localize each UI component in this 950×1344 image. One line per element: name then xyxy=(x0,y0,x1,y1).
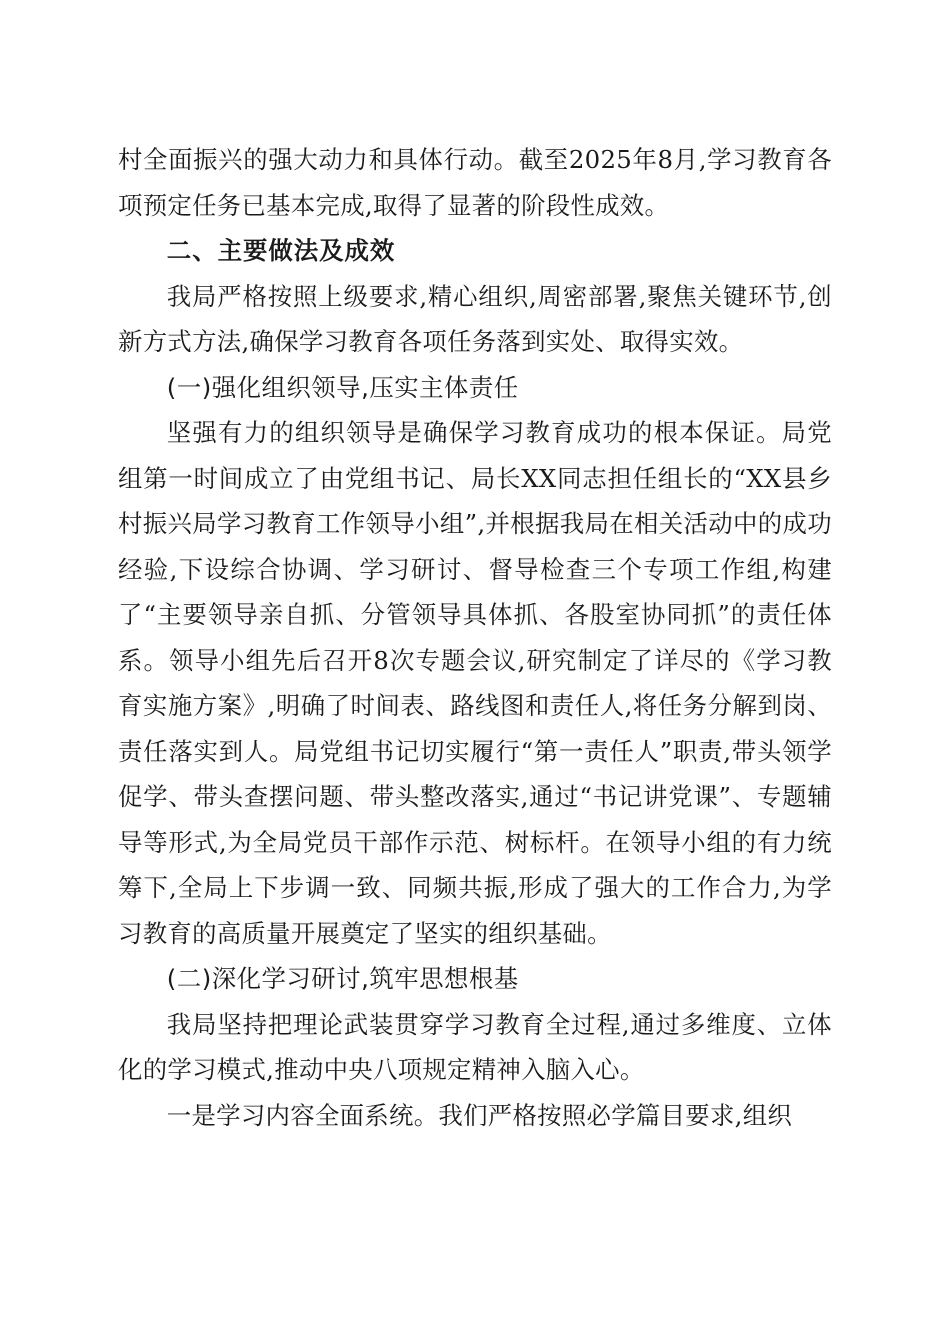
paragraph-leadership: 坚强有力的组织领导是确保学习教育成功的根本保证。局党组第一时间成立了由党组书记、局长XX同志担任组长的“XX县乡村振兴局学习教育工作领导小组”,并根据我局在相关活动中的成功经验,下设综合协调、学习研讨、督导检查三个专项工作组,构建了“主要领导亲自抓、分管领导具体抓、各股室协同抓”的责任体系。领导小组先后召开8次专题会议,研究制定了详尽的《学习教育实施方案》,明确了时间表、路线图和责任人,将任务分解到岗、责任落实到人。局党组书记切实履行“第一责任人”职责,带头领学促学、带头查摆问题、带头整改落实,通过“书记讲党课”、专题辅导等形式,为全局党员干部作示范、树标杆。在领导小组的有力统筹下,全局上下步调一致、同频共振,形成了强大的工作合力,为学习教育的高质量开展奠定了坚实的组织基础。 xyxy=(118,418,832,948)
section-heading: 二、主要做法及成效 xyxy=(166,236,396,265)
paragraph-continuation: 村全面振兴的强大动力和具体行动。截至2025年8月,学习教育各项预定任务已基本完成,取得了显著的阶段性成效。 xyxy=(118,145,832,220)
subsection-heading-1: (一)强化组织领导,压实主体责任 xyxy=(166,372,519,402)
paragraph-study: 我局坚持把理论武装贯穿学习教育全过程,通过多维度、立体化的学习模式,推动中央八项规定精神入脑入心。 xyxy=(118,1009,832,1084)
paragraph-intro: 我局严格按照上级要求,精心组织,周密部署,聚焦关键环节,创新方式方法,确保学习教育各项任务落到实处、取得实效。 xyxy=(118,281,832,356)
subsection-heading-2: (二)深化学习研讨,筑牢思想根基 xyxy=(166,964,519,993)
paragraph-point-one: 一是学习内容全面系统。我们严格按照必学篇目要求,组织 xyxy=(166,1100,793,1130)
document-page xyxy=(118,137,832,1237)
